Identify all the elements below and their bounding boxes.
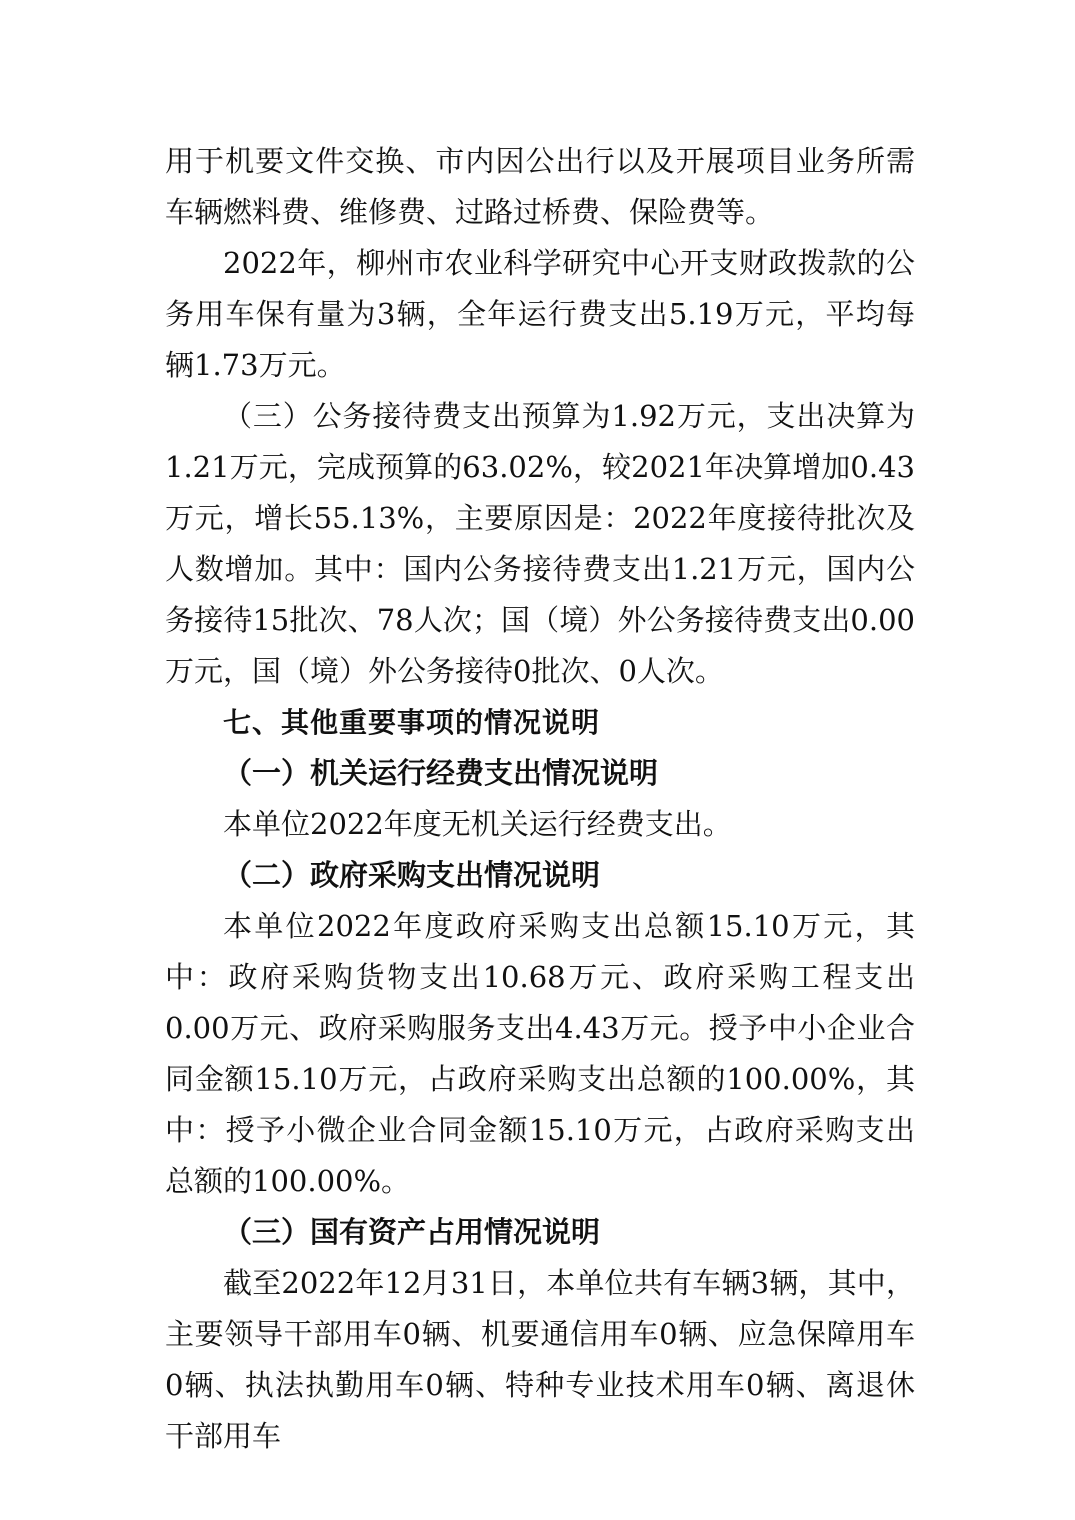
subheading-state-assets: （三）国有资产占用情况说明 (223, 1215, 601, 1249)
paragraph-operating-expenses: 本单位2022年度无机关运行经费支出。 (223, 807, 732, 841)
paragraph-state-assets: 截至2022年12月31日，本单位共有车辆3辆，其中，主要领导干部用车0辆、机要通信用车0辆、应急保障用车0辆、执法执勤用车0辆、特种专业技术用车0辆、离退休干部用车 (165, 1266, 915, 1453)
subheading-procurement: （二）政府采购支出情况说明 (223, 858, 601, 892)
paragraph-reception-expenses: （三）公务接待费支出预算为1.92万元，支出决算为1.21万元，完成预算的63.02%，较2021年决算增加0.43万元，增长55.13%，主要原因是：2022年度接待批次及人数增加。其中：国内公务接待费支出1.21万元，国内公务接待15批次、78人次；国（境）外公务接待费支出0.00万元，国（境）外公务接待0批次、0人次。 (165, 399, 915, 688)
subheading-operating-expenses: （一）机关运行经费支出情况说明 (223, 756, 659, 790)
paragraph-official-vehicles-2022: 2022年，柳州市农业科学研究中心开支财政拨款的公务用车保有量为3辆，全年运行费支出5.19万元，平均每辆1.73万元。 (165, 246, 915, 382)
paragraph-procurement: 本单位2022年度政府采购支出总额15.10万元，其中：政府采购货物支出10.68万元、政府采购工程支出0.00万元、政府采购服务支出4.43万元。授予中小企业合同金额15.10万元，占政府采购支出总额的100.00%，其中：授予小微企业合同金额15.10万元，占政府采购支出总额的100.00%。 (165, 909, 915, 1198)
section-heading-other-matters: 七、其他重要事项的情况说明 (223, 706, 601, 739)
document-body (165, 136, 915, 1462)
paragraph-vehicle-usage-continued: 用于机要文件交换、市内因公出行以及开展项目业务所需车辆燃料费、维修费、过路过桥费、保险费等。 (165, 144, 915, 229)
